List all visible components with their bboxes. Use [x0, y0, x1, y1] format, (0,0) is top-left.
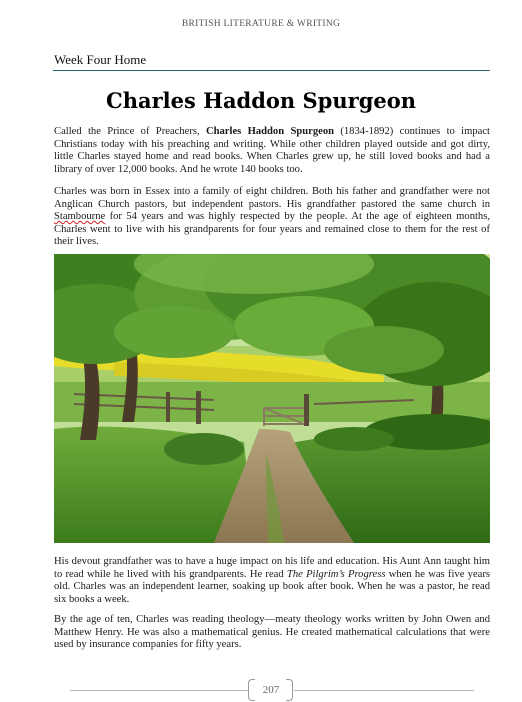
paragraph-intro: [54, 126, 490, 176]
page-number: 207: [262, 684, 280, 696]
running-head: BRITISH LITERATURE & WRITING: [181, 19, 341, 29]
section-label: Week Four Home: [54, 52, 147, 67]
footer-rule-right: [294, 690, 474, 691]
footer-rule-left: [70, 690, 248, 691]
section-divider: [53, 70, 490, 71]
book-title: The Pilgrim’s Progress: [286, 568, 386, 580]
p3-text-before: His devout grandfather was to have a huge impact on his life and education. His Aunt Ann taught him to read while he lived with his grandparents. He read: [54, 556, 490, 580]
paragraph-birth: [54, 186, 490, 249]
countryside-lane-photo: [54, 254, 490, 543]
p2-text-after: for 54 years and was highly respected by the people. At the age of eighteen months, Charles went to live with his grandparents for four years and remained close to them for the rest of their lives.: [54, 211, 490, 248]
subject-name: Charles Haddon Spurgeon: [205, 126, 335, 137]
p1-text-before: Called the Prince of Preachers,: [54, 126, 206, 137]
paragraph-education: [54, 556, 490, 606]
p2-text-before: Charles was born in Essex into a family of eight children. Both his father and grandfather were not Anglican Church pastors, but independent pastors. His grandfather pastored the same church in: [54, 186, 490, 210]
p1-text-after: (1834-1892) continues to impact Christians today with his preaching and writing. While other children played outside and got dirty, little Charles stayed home and read books. When Charles grew up, he still loved books and had a library of over 12,000 books. And he wrote 140 books too.: [54, 126, 490, 175]
article-title: Charles Haddon Spurgeon: [105, 88, 417, 113]
misspelled-word: Stambourne: [54, 211, 106, 223]
paragraph-theology: By the age of ten, Charles was reading theology—meaty theology works written by John Owen and Matthew Henry. He was also a mathematical genius. He created mathematical calculations that were used by insurance companies for fifty years.: [54, 614, 490, 651]
p3-text-after: when he was five years old. Charles was an independent learner, soaking up book after book. When he was a pastor, he read six books a week.: [54, 568, 491, 605]
